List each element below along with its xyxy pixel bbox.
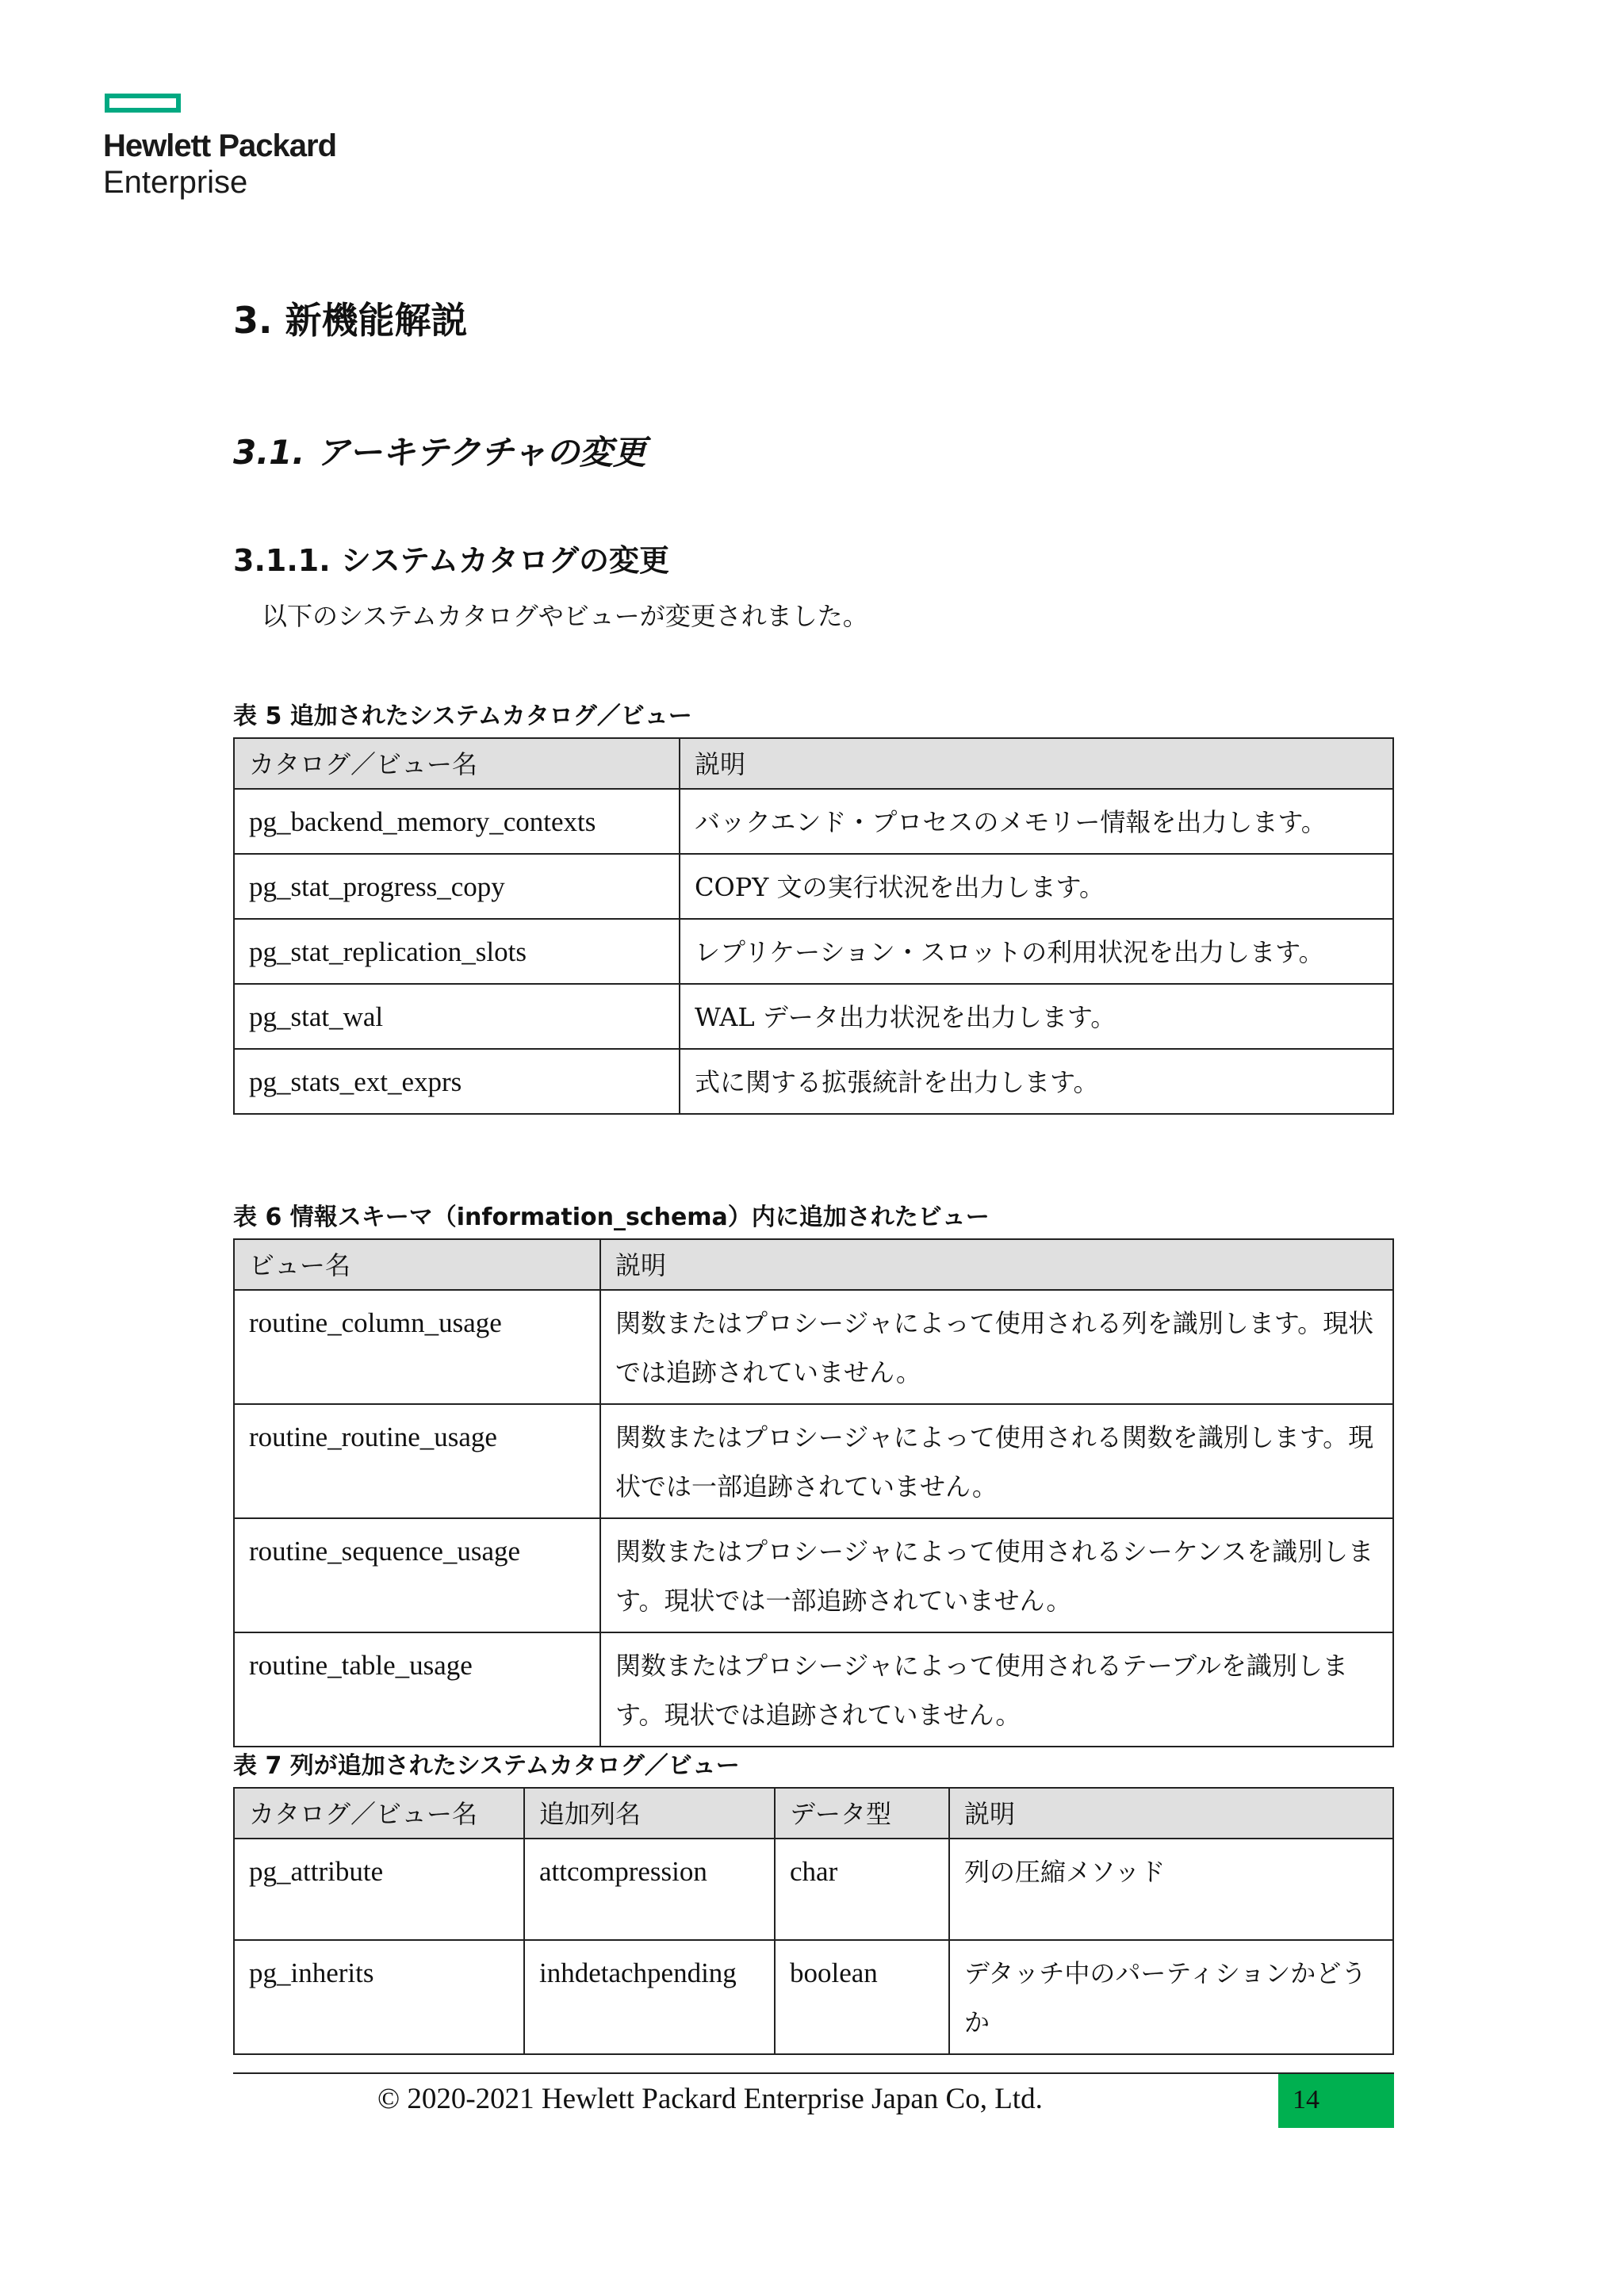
catalog-name-cell: pg_stats_ext_exprs <box>234 1049 680 1114</box>
column-header: ビュー名 <box>234 1239 600 1290</box>
column-name-cell: inhdetachpending <box>524 1940 775 2054</box>
data-type-cell: char <box>775 1839 949 1940</box>
table-row <box>234 1940 1393 2054</box>
description-cell: レプリケーション・スロットの利用状況を出力します。 <box>680 919 1393 984</box>
description-cell: 式に関する拡張統計を出力します。 <box>680 1049 1393 1114</box>
hpe-logo-element-icon <box>105 94 181 113</box>
table-row <box>234 919 1393 984</box>
footer-divider <box>233 2072 1394 2074</box>
column-header: 説明 <box>600 1239 1393 1290</box>
section-heading: 3. 新機能解説 <box>233 299 468 342</box>
catalog-name-cell: pg_stat_replication_slots <box>234 919 680 984</box>
catalog-name-cell: pg_backend_memory_contexts <box>234 789 680 854</box>
catalog-name-cell: pg_inherits <box>234 1940 524 2054</box>
table7-caption: 表 7 列が追加されたシステムカタログ／ビュー <box>233 1752 740 1780</box>
table-row <box>234 1290 1393 1404</box>
description-cell: 列の圧縮メソッド <box>949 1839 1393 1940</box>
data-type-cell: boolean <box>775 1940 949 2054</box>
view-name-cell: routine_column_usage <box>234 1290 600 1404</box>
table-row <box>234 854 1393 919</box>
table-row <box>234 789 1393 854</box>
footer-copyright: © 2020-2021 Hewlett Packard Enterprise Japan Co, Ltd. <box>377 2083 1043 2115</box>
column-header: 追加列名 <box>524 1788 775 1839</box>
description-cell: 関数またはプロシージャによって使用される列を識別します。現状では追跡されていません。 <box>600 1290 1393 1404</box>
description-cell: 関数またはプロシージャによって使用される関数を識別します。現状では一部追跡されていません。 <box>600 1404 1393 1518</box>
description-cell: デタッチ中のパーティションかどうか <box>949 1940 1393 2054</box>
logo-line2: Enterprise <box>103 165 248 200</box>
description-cell: WAL データ出力状況を出力します。 <box>680 984 1393 1049</box>
table6 <box>233 1238 1394 1747</box>
description-cell: バックエンド・プロセスのメモリー情報を出力します。 <box>680 789 1393 854</box>
catalog-name-cell: pg_attribute <box>234 1839 524 1940</box>
column-header: カタログ／ビュー名 <box>234 1788 524 1839</box>
table-row <box>234 1518 1393 1632</box>
table-header-row <box>234 1239 1393 1290</box>
catalog-name-cell: pg_stat_progress_copy <box>234 854 680 919</box>
table-row <box>234 1404 1393 1518</box>
column-header: データ型 <box>775 1788 949 1839</box>
table5-caption: 表 5 追加されたシステムカタログ／ビュー <box>233 702 692 730</box>
column-header: 説明 <box>949 1788 1393 1839</box>
page-number-badge <box>1278 2074 1394 2128</box>
description-cell: 関数またはプロシージャによって使用されるテーブルを識別します。現状では追跡されていません。 <box>600 1632 1393 1747</box>
table-row <box>234 1632 1393 1747</box>
description-cell: COPY 文の実行状況を出力します。 <box>680 854 1393 919</box>
column-name-cell: attcompression <box>524 1839 775 1940</box>
subsubsection-heading: 3.1.1. システムカタログの変更 <box>233 543 670 578</box>
intro-paragraph: 以下のシステムカタログやビューが変更されました。 <box>262 601 868 631</box>
table-row <box>234 1049 1393 1114</box>
view-name-cell: routine_table_usage <box>234 1632 600 1747</box>
table-header-row <box>234 1788 1393 1839</box>
page-number: 14 <box>1293 2085 1320 2114</box>
table-header-row <box>234 738 1393 789</box>
table-row <box>234 984 1393 1049</box>
catalog-name-cell: pg_stat_wal <box>234 984 680 1049</box>
view-name-cell: routine_sequence_usage <box>234 1518 600 1632</box>
subsection-heading: 3.1. アーキテクチャの変更 <box>233 433 646 472</box>
column-header: カタログ／ビュー名 <box>234 738 680 789</box>
description-cell: 関数またはプロシージャによって使用されるシーケンスを識別します。現状では一部追跡されていません。 <box>600 1518 1393 1632</box>
table-row <box>234 1839 1393 1940</box>
table5 <box>233 737 1394 1115</box>
view-name-cell: routine_routine_usage <box>234 1404 600 1518</box>
table6-caption: 表 6 情報スキーマ（information_schema）内に追加されたビュー <box>233 1203 990 1231</box>
table7 <box>233 1787 1394 2055</box>
column-header: 説明 <box>680 738 1393 789</box>
logo-line1: Hewlett Packard <box>103 128 337 163</box>
